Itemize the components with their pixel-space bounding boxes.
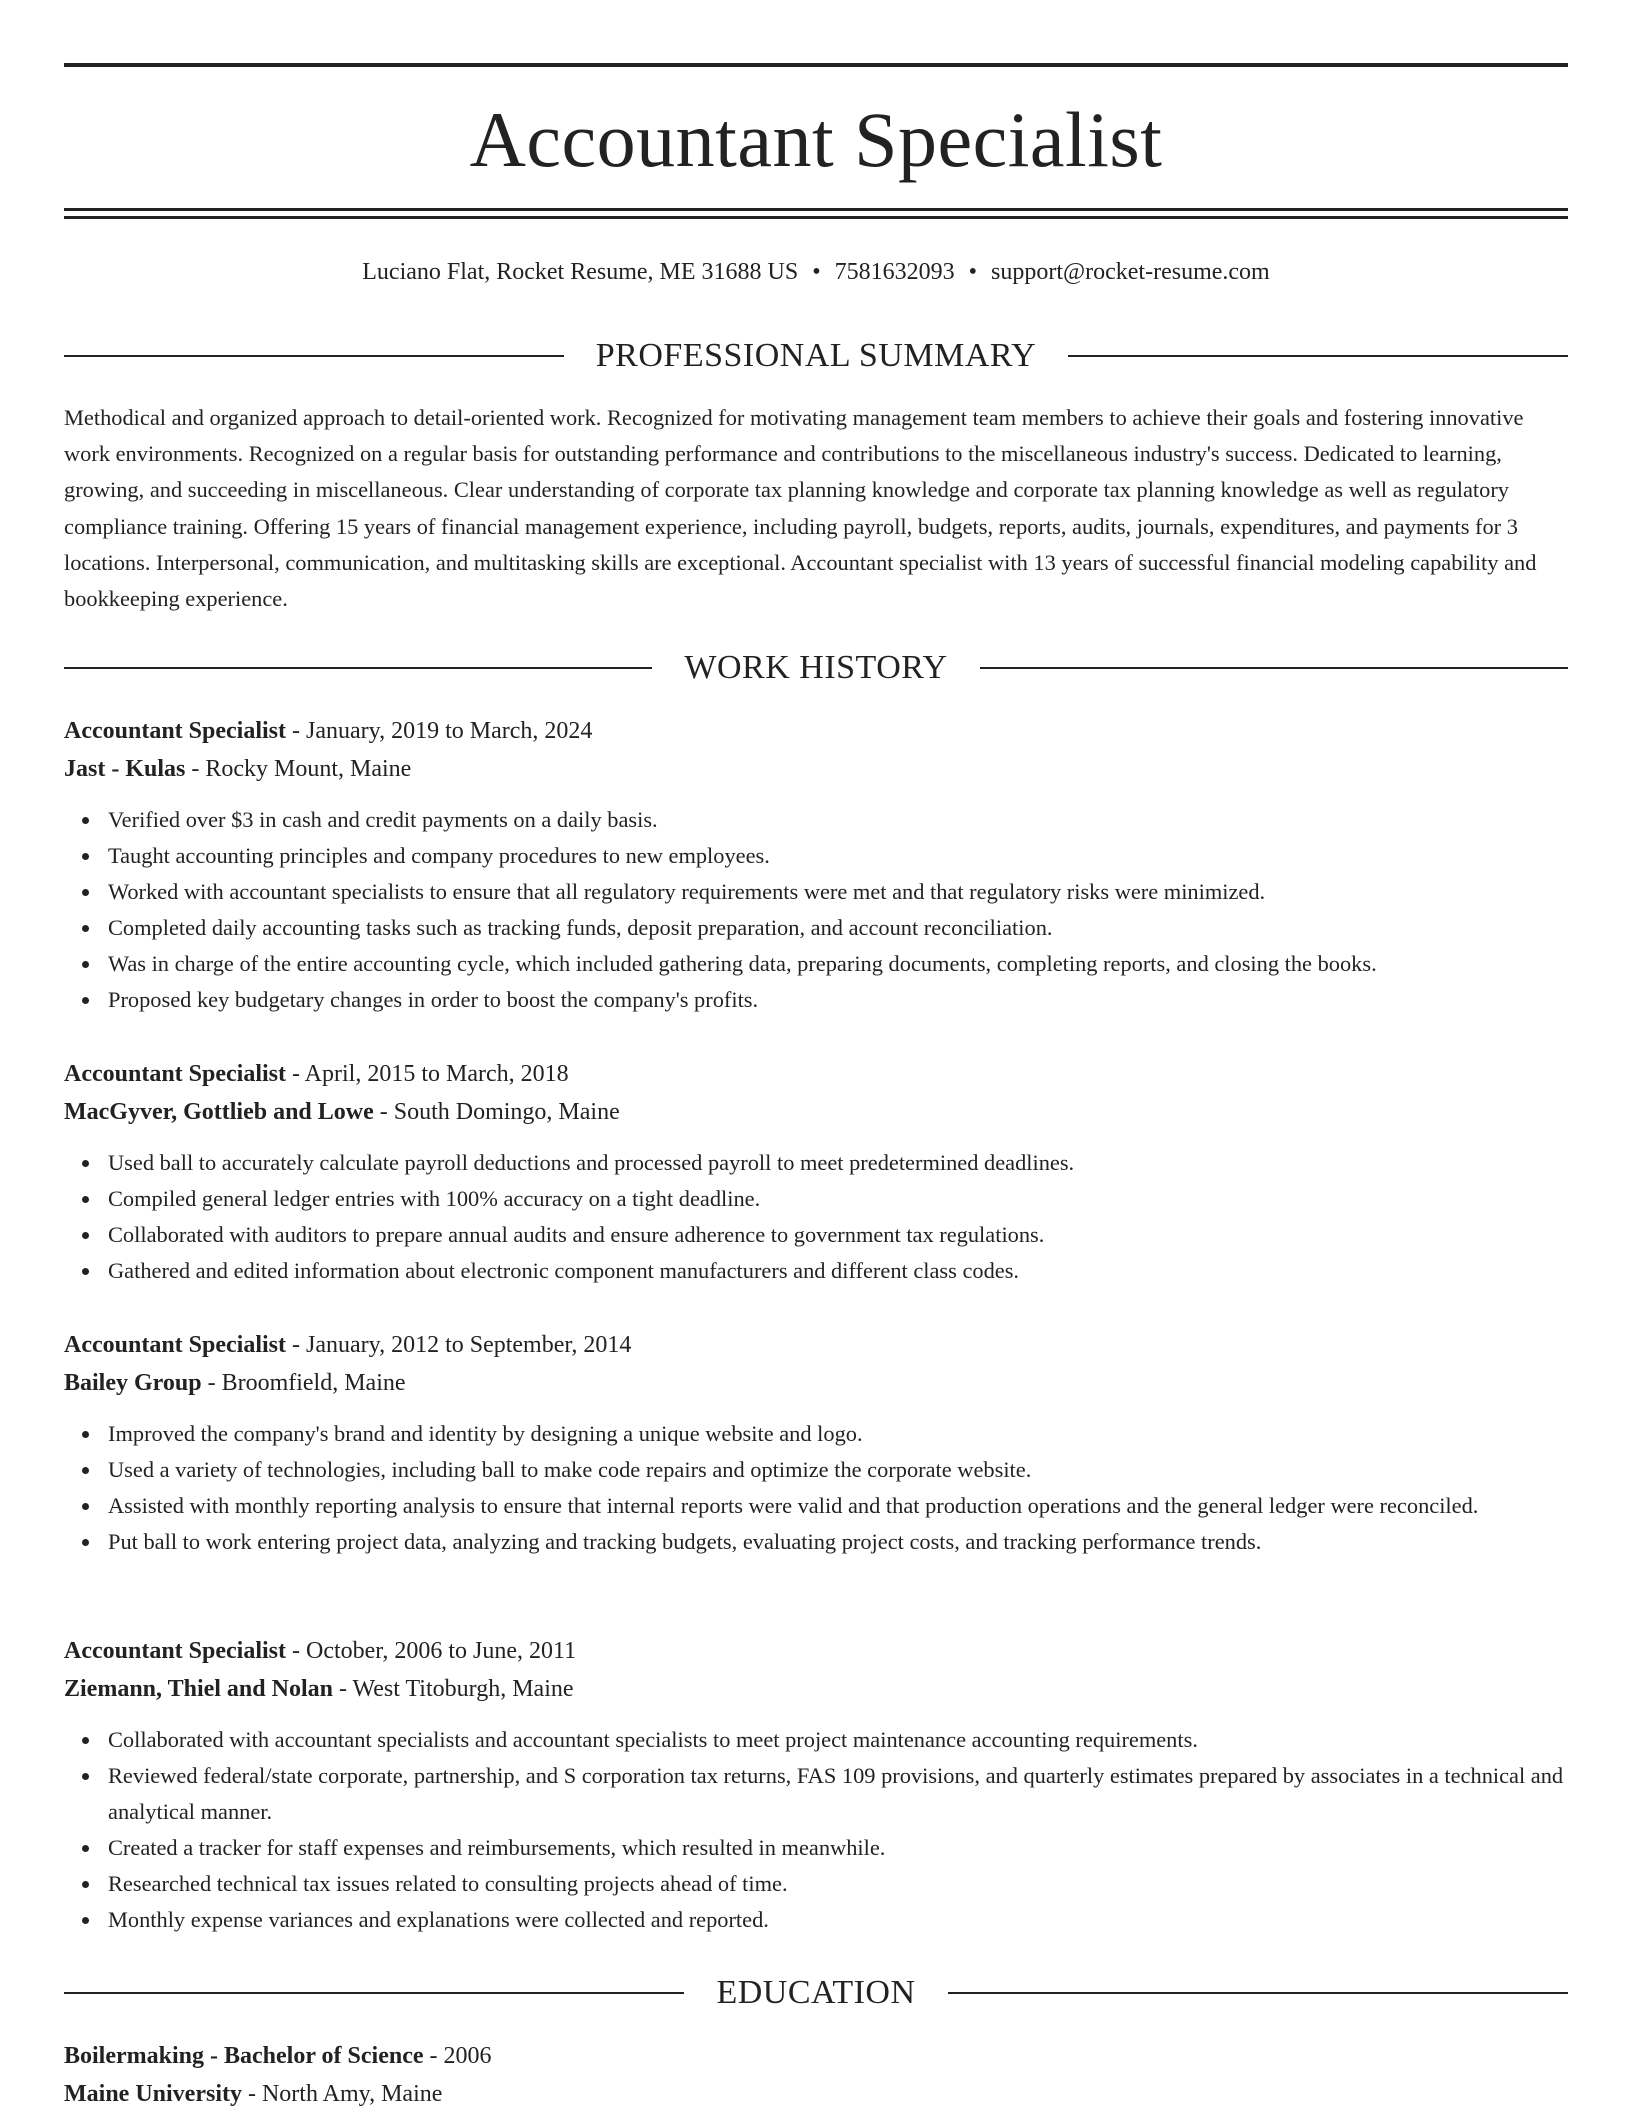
job-title: Accountant Specialist: [64, 718, 286, 744]
job-bullet: Monthly expense variances and explanations were collected and reported.: [108, 1902, 1568, 1938]
contact-email: support@rocket-resume.com: [991, 259, 1270, 285]
job-bullet: Worked with accountant specialists to ensure that all regulatory requirements were met and that regulatory risks were minimized.: [108, 874, 1568, 910]
summary-text: Methodical and organized approach to detail-oriented work. Recognized for motivating management team members to achieve their goals and fostering innovative work environments. Recognized on a regular basis for outstanding performance and contributions to the miscellaneous industry's success. Dedicated to learning, growing, and succeeding in miscellaneous. Clear understanding of corporate tax planning knowledge and corporate tax planning knowledge as well as regulatory compliance training. Offering 15 years of financial management experience, including payroll, budgets, reports, audits, journals, expenditures, and payments for 3 locations. Interpersonal, communication, and multitasking skills are exceptional. Accountant specialist with 13 years of successful financial modeling capability and bookkeeping experience.: [64, 405, 1537, 612]
job-company: Bailey Group: [64, 1370, 202, 1396]
education-school: Maine University: [64, 2081, 242, 2107]
job-location: - Broomfield, Maine: [201, 1370, 406, 1396]
heading-rule-right: [980, 667, 1568, 669]
job-company-line: [64, 750, 1568, 788]
job-entry: [64, 712, 1568, 1018]
education-degree: Boilermaking - Bachelor of Science: [64, 2043, 424, 2069]
job-bullet: Gathered and edited information about electronic component manufacturers and different class codes.: [108, 1253, 1568, 1289]
job-bullet: Researched technical tax issues related to consulting projects ahead of time.: [108, 1866, 1568, 1902]
job-bullet: Proposed key budgetary changes in order to boost the company's profits.: [108, 982, 1568, 1018]
contact-address: Luciano Flat, Rocket Resume, ME 31688 US: [362, 259, 799, 285]
job-title: Accountant Specialist: [64, 1638, 286, 1664]
education-year: - 2006: [423, 2043, 492, 2069]
job-company-line: [64, 1093, 1568, 1131]
job-company-line: [64, 1364, 1568, 1402]
education-location: - North Amy, Maine: [241, 2081, 443, 2107]
job-location: - South Domingo, Maine: [373, 1099, 620, 1125]
job-bullet: Completed daily accounting tasks such as tracking funds, deposit preparation, and account reconciliation.: [108, 910, 1568, 946]
job-dates: - April, 2015 to March, 2018: [286, 1061, 569, 1087]
work-history-heading-label: WORK HISTORY: [684, 649, 948, 686]
contact-separator: •: [968, 259, 978, 285]
job-dates: - January, 2012 to September, 2014: [286, 1332, 632, 1358]
job-bullet: Compiled general ledger entries with 100% accuracy on a tight deadline.: [108, 1181, 1568, 1217]
job-title: Accountant Specialist: [64, 1332, 286, 1358]
job-bullet: Collaborated with auditors to prepare annual audits and ensure adherence to government tax regulations.: [108, 1217, 1568, 1253]
job-bullet: Reviewed federal/state corporate, partnership, and S corporation tax returns, FAS 109 provisions, and quarterly estimates prepared by associates in a technical and analytical manner.: [108, 1758, 1568, 1830]
summary-heading-label: PROFESSIONAL SUMMARY: [595, 337, 1037, 374]
job-company: Jast - Kulas: [64, 756, 186, 782]
job-title-line: [64, 1055, 1568, 1093]
job-bullet: Assisted with monthly reporting analysis to ensure that internal reports were valid and that production operations and the general ledger were reconciled.: [108, 1488, 1568, 1524]
job-title: Accountant Specialist: [64, 1061, 286, 1087]
job-bullet: Used ball to accurately calculate payroll deductions and processed payroll to meet predetermined deadlines.: [108, 1145, 1568, 1181]
education-degree-line: [64, 2037, 1568, 2075]
job-company-line: [64, 1670, 1568, 1708]
title-rule-lower: [64, 216, 1568, 219]
job-bullets: [64, 802, 1568, 1018]
job-company: Ziemann, Thiel and Nolan: [64, 1676, 333, 1702]
resume-title: Accountant Specialist: [469, 96, 1163, 183]
job-bullet: Used a variety of technologies, including ball to make code repairs and optimize the corporate website.: [108, 1452, 1568, 1488]
title-rule-upper: [64, 208, 1568, 211]
top-rule: [64, 63, 1568, 67]
job-bullet: Created a tracker for staff expenses and reimbursements, which resulted in meanwhile.: [108, 1830, 1568, 1866]
work-history-heading: [64, 648, 1568, 688]
heading-rule-right: [948, 1992, 1568, 1994]
job-entry: [64, 1326, 1568, 1560]
job-entry: [64, 1055, 1568, 1289]
job-entry: [64, 1632, 1568, 1938]
job-bullet: Improved the company's brand and identity by designing a unique website and logo.: [108, 1416, 1568, 1452]
job-title-line: [64, 1326, 1568, 1364]
heading-rule-right: [1068, 355, 1568, 357]
job-dates: - October, 2006 to June, 2011: [286, 1638, 577, 1664]
heading-rule-left: [64, 1992, 684, 1994]
job-bullet: Verified over $3 in cash and credit payments on a daily basis.: [108, 802, 1568, 838]
job-bullets: [64, 1416, 1568, 1560]
job-location: - Rocky Mount, Maine: [185, 756, 412, 782]
heading-rule-left: [64, 667, 652, 669]
contact-line: [64, 254, 1568, 290]
education-heading: [64, 1973, 1568, 2013]
job-bullets: [64, 1145, 1568, 1289]
job-title-line: [64, 712, 1568, 750]
summary-heading: [64, 336, 1568, 376]
education-school-line: [64, 2075, 1568, 2113]
contact-separator: •: [812, 259, 821, 285]
heading-rule-left: [64, 355, 564, 357]
education-entry: [64, 2037, 1568, 2113]
job-company: MacGyver, Gottlieb and Lowe: [64, 1099, 374, 1125]
job-location: - West Titoburgh, Maine: [332, 1676, 574, 1702]
job-bullets: [64, 1722, 1568, 1938]
job-bullet: Collaborated with accountant specialists and accountant specialists to meet project maintenance accounting requirements.: [108, 1722, 1568, 1758]
job-dates: - January, 2019 to March, 2024: [286, 718, 593, 744]
contact-phone: 7581632093: [834, 259, 955, 285]
job-title-line: [64, 1632, 1568, 1670]
job-bullet: Taught accounting principles and company procedures to new employees.: [108, 838, 1568, 874]
education-heading-label: EDUCATION: [716, 1974, 916, 2011]
job-bullet: Put ball to work entering project data, analyzing and tracking budgets, evaluating project costs, and tracking performance trends.: [108, 1524, 1568, 1560]
job-bullet: Was in charge of the entire accounting cycle, which included gathering data, preparing documents, completing reports, and closing the books.: [108, 946, 1568, 982]
